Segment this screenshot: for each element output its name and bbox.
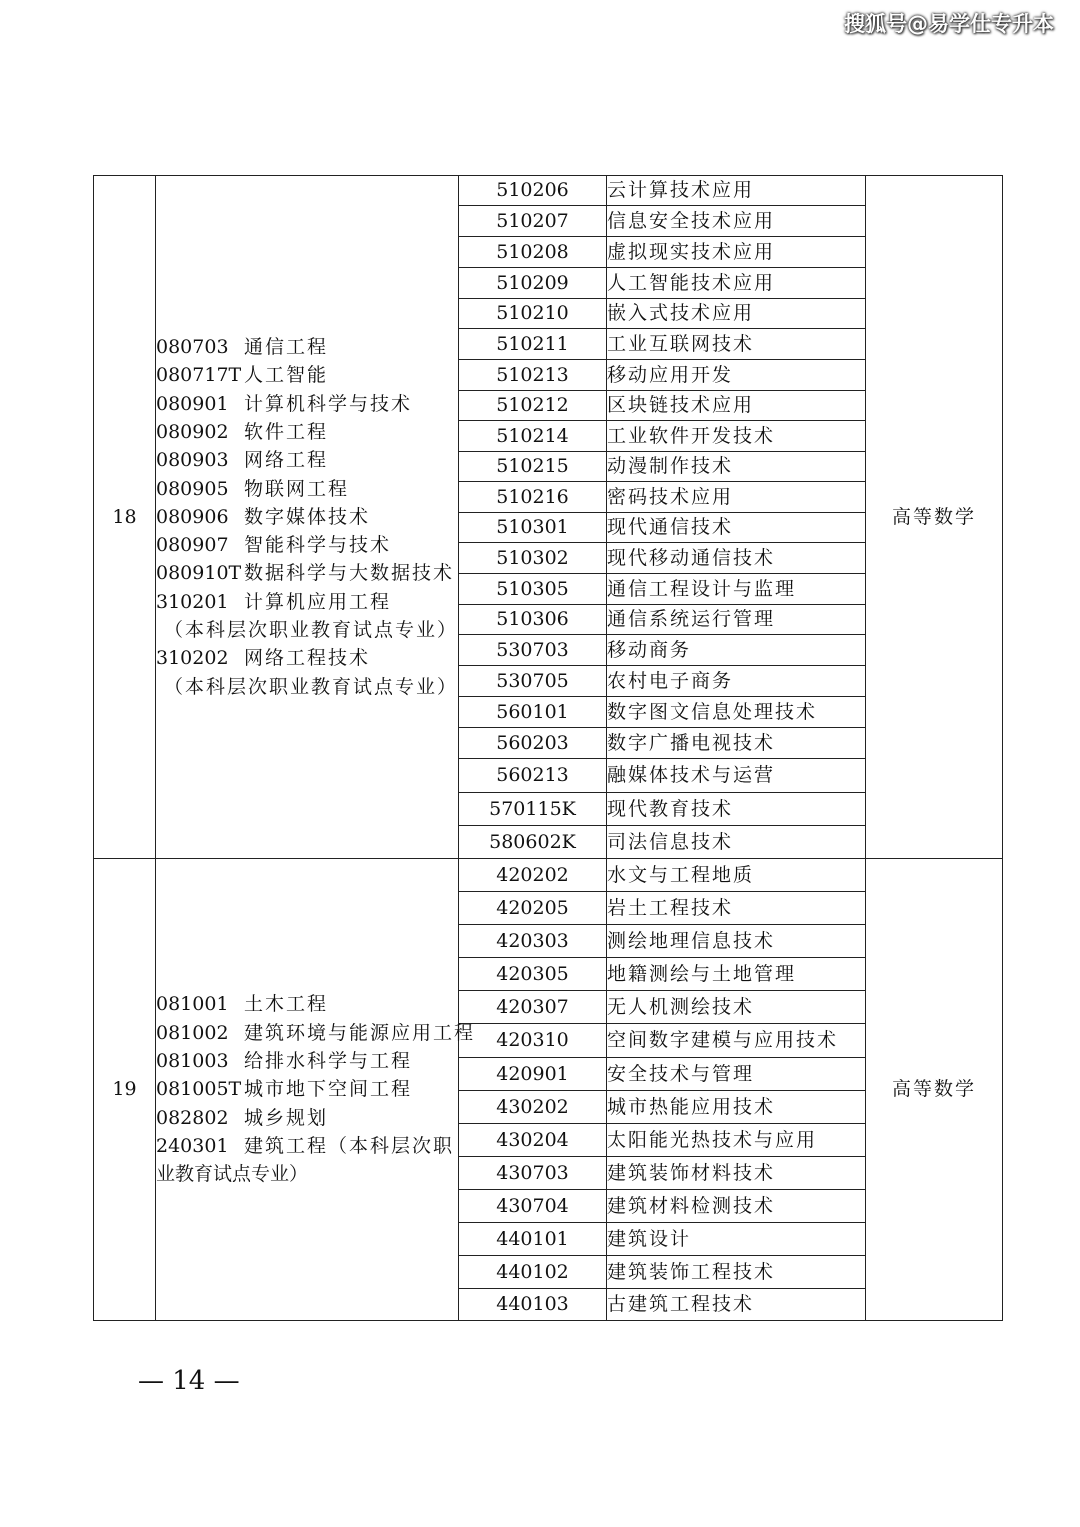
program-code: 440102 [459, 1256, 607, 1289]
program-code: 420307 [459, 991, 607, 1024]
program-code: 510208 [459, 237, 607, 268]
program-name: 动漫制作技术 [607, 452, 866, 482]
program-name: 安全技术与管理 [607, 1058, 866, 1091]
program-name: 云计算技术应用 [607, 176, 866, 206]
major-code: 081002 [156, 1021, 229, 1044]
major-item [156, 1132, 458, 1160]
major-note: （本科层次职业教育试点专业） [164, 619, 459, 642]
program-name: 人工智能技术应用 [607, 268, 866, 299]
program-name: 地籍测绘与土地管理 [607, 958, 866, 991]
major-item [156, 1104, 458, 1132]
major-name: 人工智能 [244, 364, 329, 387]
group-number: 19 [94, 859, 156, 1321]
exam-subject: 高等数学 [866, 176, 1003, 859]
major-name: 数字媒体技术 [244, 505, 371, 528]
watermark: 搜狐号@易学仕专升本 [844, 12, 1054, 36]
program-code: 580602K [459, 826, 607, 859]
undergraduate-majors [156, 859, 476, 1321]
major-code: 080905 [156, 477, 229, 500]
major-item [156, 1075, 458, 1103]
major-item [156, 588, 458, 616]
program-name: 测绘地理信息技术 [607, 925, 866, 958]
program-code: 420310 [459, 1024, 607, 1058]
program-code: 420303 [459, 925, 607, 958]
program-name: 移动应用开发 [607, 360, 866, 391]
program-code: 510209 [459, 268, 607, 299]
program-code: 510211 [459, 329, 607, 360]
major-item [156, 1047, 458, 1075]
program-code: 510302 [459, 543, 607, 574]
program-name: 建筑装饰材料技术 [607, 1157, 866, 1190]
program-name: 现代移动通信技术 [607, 543, 866, 574]
program-name: 密码技术应用 [607, 482, 866, 513]
major-name: 网络工程 [244, 449, 329, 472]
program-name: 现代教育技术 [607, 793, 866, 826]
major-code: 080717T [156, 364, 242, 387]
major-code: 310202 [156, 647, 229, 670]
program-code: 430703 [459, 1157, 607, 1190]
program-code: 420901 [459, 1058, 607, 1091]
major-code: 081005T [156, 1078, 242, 1101]
program-name: 岩土工程技术 [607, 892, 866, 925]
major-name: 计算机应用工程 [244, 590, 392, 613]
major-name-continued: 业教育试点专业） [156, 1163, 309, 1186]
undergraduate-majors [156, 176, 459, 859]
major-name: 计算机科学与技术 [244, 392, 413, 415]
program-name: 建筑材料检测技术 [607, 1190, 866, 1223]
program-code: 510305 [459, 574, 607, 605]
program-code: 420202 [459, 859, 607, 892]
program-name: 古建筑工程技术 [607, 1289, 866, 1321]
major-item [156, 503, 458, 531]
program-code: 430704 [459, 1190, 607, 1223]
program-code: 570115K [459, 793, 607, 826]
program-name: 区块链技术应用 [607, 391, 866, 421]
major-name: 土木工程 [244, 993, 329, 1016]
program-name: 建筑设计 [607, 1223, 866, 1256]
program-name: 信息安全技术应用 [607, 206, 866, 237]
program-name: 工业软件开发技术 [607, 421, 866, 452]
major-item [156, 418, 458, 446]
program-code: 510212 [459, 391, 607, 421]
program-name: 通信工程设计与监理 [607, 574, 866, 605]
major-name: 网络工程技术 [244, 647, 371, 670]
program-name: 无人机测绘技术 [607, 991, 866, 1024]
program-name: 水文与工程地质 [607, 859, 866, 892]
major-code: 080703 [156, 336, 229, 359]
program-name: 农村电子商务 [607, 666, 866, 697]
major-code: 310201 [156, 590, 229, 613]
major-name: 城市地下空间工程 [244, 1078, 413, 1101]
program-name: 融媒体技术与运营 [607, 759, 866, 793]
program-code: 560203 [459, 728, 607, 759]
major-code: 081003 [156, 1050, 229, 1073]
major-name: 城乡规划 [244, 1106, 329, 1129]
program-code: 510213 [459, 360, 607, 391]
program-name: 空间数字建模与应用技术 [607, 1024, 866, 1058]
page-number: — 14 — [138, 1366, 240, 1396]
table-row [94, 859, 1003, 892]
program-code: 430202 [459, 1091, 607, 1124]
major-note: （本科层次职业教育试点专业） [164, 675, 459, 698]
major-name: 给排水科学与工程 [244, 1050, 413, 1073]
program-name: 数字图文信息处理技术 [607, 697, 866, 728]
table-body [94, 176, 1003, 1321]
program-code: 530703 [459, 635, 607, 666]
program-code: 420205 [459, 892, 607, 925]
program-code: 510206 [459, 176, 607, 206]
major-item [156, 1019, 476, 1047]
program-name: 司法信息技术 [607, 826, 866, 859]
program-name: 城市热能应用技术 [607, 1091, 866, 1124]
major-code: 080907 [156, 534, 229, 557]
major-table [93, 175, 1003, 1321]
exam-subject: 高等数学 [866, 859, 1003, 1321]
major-code: 080902 [156, 420, 229, 443]
major-item [156, 361, 458, 389]
major-name: 建筑环境与能源应用工程 [244, 1021, 476, 1044]
major-item [156, 390, 458, 418]
program-code: 430204 [459, 1124, 607, 1157]
major-code: 240301 [156, 1134, 229, 1157]
program-name: 建筑装饰工程技术 [607, 1256, 866, 1289]
major-name: 物联网工程 [244, 477, 350, 500]
program-code: 510216 [459, 482, 607, 513]
major-code: 081001 [156, 993, 229, 1016]
major-item [156, 531, 458, 559]
major-item [156, 475, 458, 503]
major-code: 082802 [156, 1106, 229, 1129]
major-code: 080903 [156, 449, 229, 472]
major-name: 数据科学与大数据技术 [244, 562, 455, 585]
program-name: 虚拟现实技术应用 [607, 237, 866, 268]
program-code: 510210 [459, 299, 607, 329]
program-name: 工业互联网技术 [607, 329, 866, 360]
group-number: 18 [94, 176, 156, 859]
major-name: 软件工程 [244, 420, 329, 443]
program-name: 现代通信技术 [607, 513, 866, 543]
major-name: 通信工程 [244, 336, 329, 359]
program-name: 嵌入式技术应用 [607, 299, 866, 329]
major-item [156, 333, 458, 361]
program-code: 440103 [459, 1289, 607, 1321]
program-code: 560101 [459, 697, 607, 728]
major-item [156, 644, 458, 672]
major-item [156, 446, 458, 474]
program-code: 510301 [459, 513, 607, 543]
program-code: 420305 [459, 958, 607, 991]
program-name: 太阳能光热技术与应用 [607, 1124, 866, 1157]
table-row [94, 176, 1003, 206]
major-name: 智能科学与技术 [244, 534, 392, 557]
program-code: 510306 [459, 605, 607, 635]
program-code: 530705 [459, 666, 607, 697]
program-name: 数字广播电视技术 [607, 728, 866, 759]
major-name: 建筑工程（本科层次职 [244, 1134, 455, 1157]
major-item [156, 559, 458, 587]
major-code: 080901 [156, 392, 229, 415]
major-code: 080906 [156, 505, 229, 528]
program-code: 440101 [459, 1223, 607, 1256]
program-code: 560213 [459, 759, 607, 793]
program-name: 移动商务 [607, 635, 866, 666]
program-code: 510214 [459, 421, 607, 452]
program-code: 510215 [459, 452, 607, 482]
major-code: 080910T [156, 562, 242, 585]
program-name: 通信系统运行管理 [607, 605, 866, 635]
program-code: 510207 [459, 206, 607, 237]
major-item [156, 990, 458, 1018]
